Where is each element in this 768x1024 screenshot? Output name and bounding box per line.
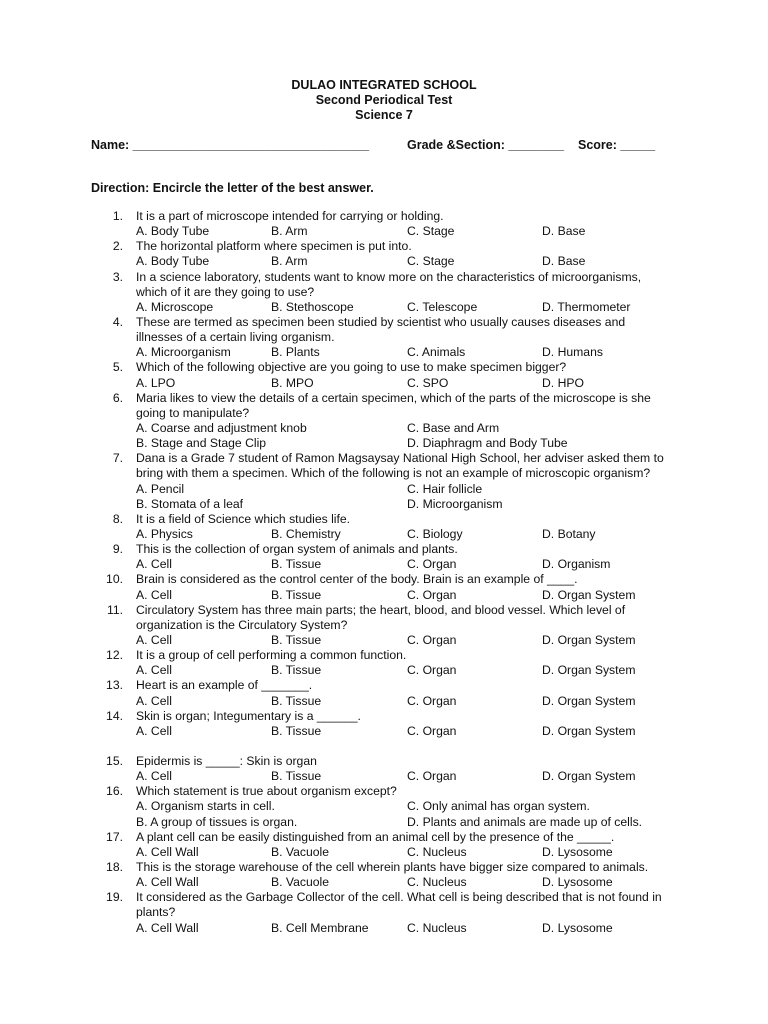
option-b[interactable]: B. Tissue [271,663,322,678]
question-line [0,315,768,330]
question-text: plants? [136,905,176,920]
question-number: 8. [112,511,123,526]
question-text: Brain is considered as the control center of the body. Brain is an example of ____. [136,572,578,587]
option-d[interactable]: D. Base [542,224,586,239]
option-row [0,254,768,269]
option-a[interactable]: A. LPO [136,375,176,390]
question-text: It considered as the Garbage Collector of the cell. What cell is being described that is not found in [136,890,662,905]
option-d[interactable]: D. Botany [542,526,596,541]
question-text: This is the collection of organ system of animals and plants. [136,542,458,557]
question-item [0,572,768,602]
option-a[interactable]: A. Pencil [136,481,185,496]
option-b[interactable]: B. Arm [271,224,308,239]
option-d[interactable]: D. Organ System [542,723,636,738]
question-number: 3. [112,269,123,284]
option-a[interactable]: A. Organism starts in cell. [136,799,275,814]
question-text: going to manipulate? [136,405,250,420]
option-c[interactable]: C. SPO [407,375,449,390]
question-line [0,678,768,693]
question-item [0,784,768,829]
question-line [0,754,768,769]
option-c[interactable]: C. Base and Arm [407,420,500,435]
option-c[interactable]: C. Telescope [407,299,478,314]
option-d[interactable]: D. Organ System [542,663,636,678]
option-row [0,633,768,648]
option-c[interactable]: C. Stage [407,224,455,239]
question-line [0,905,768,920]
option-b[interactable]: B. Tissue [271,693,322,708]
question-item [0,512,768,542]
option-a[interactable]: A. Cell [136,663,172,678]
question-item [0,648,768,678]
question-line [0,603,768,618]
option-a[interactable]: A. Microscope [136,299,214,314]
school-name: DULAO INTEGRATED SCHOOL [291,78,477,92]
option-c[interactable]: D. Diaphragm and Body Tube [407,436,568,451]
question-line [0,270,768,285]
option-d[interactable]: D. Organ System [542,769,636,784]
option-a[interactable]: A. Physics [136,526,193,541]
option-b[interactable]: B. Stethoscope [271,299,354,314]
question-number: 12. [106,648,123,663]
option-c[interactable]: D. Microorganism [407,496,503,511]
question-text: Which of the following objective are you going to use to make specimen bigger? [136,360,567,375]
option-row [0,588,768,603]
question-text: This is the storage warehouse of the cell wherein plants have bigger size compared to animals. [136,860,649,875]
option-a[interactable]: B. Stomata of a leaf [136,496,244,511]
question-number: 1. [112,209,123,223]
question-number: 10. [106,572,123,587]
option-a[interactable]: A. Cell [136,557,172,572]
option-row [0,300,768,315]
question-number: 9. [112,542,123,557]
option-c[interactable]: C. Organ [407,723,457,738]
option-c[interactable]: C. Only animal has organ system. [407,799,590,814]
option-c[interactable]: C. Organ [407,663,457,678]
option-a[interactable]: A. Cell [136,723,172,738]
option-b[interactable]: B. Cell Membrane [271,920,369,935]
option-row [0,497,768,512]
option-c[interactable]: C. Organ [407,769,457,784]
option-row [0,663,768,678]
option-row [0,436,768,451]
option-row [0,224,768,239]
option-row [0,421,768,436]
question-line [0,360,768,375]
option-row [0,724,768,739]
option-c[interactable]: C. Animals [407,345,466,360]
option-d[interactable]: D. Lysosome [542,844,613,859]
option-b[interactable]: B. Chemistry [271,526,341,541]
question-item [0,542,768,572]
question-text: It is a group of cell performing a common function. [136,648,407,663]
question-text: Epidermis is _____: Skin is organ [136,754,317,769]
option-b[interactable]: B. Arm [271,254,308,269]
question-item [0,270,768,315]
option-row [0,557,768,572]
option-a[interactable]: A. Cell [136,587,172,602]
option-d[interactable]: D. Organ System [542,632,636,647]
question-line [0,572,768,587]
name-field: Name: __________________________________ [91,138,370,152]
question-item [0,860,768,890]
option-c[interactable]: C. Nucleus [407,920,467,935]
option-a[interactable]: B. Stage and Stage Clip [136,436,267,451]
question-item [0,890,768,935]
option-b[interactable]: B. Vacuole [271,875,330,890]
option-d[interactable]: D. HPO [542,375,584,390]
question-item [0,315,768,360]
option-d[interactable]: D. Lysosome [542,875,613,890]
question-line [0,209,768,224]
option-b[interactable]: B. Vacuole [271,844,330,859]
option-row [0,921,768,936]
option-c[interactable]: C. Hair follicle [407,481,483,496]
option-a[interactable]: A. Cell [136,632,172,647]
option-a[interactable]: A. Body Tube [136,224,210,239]
question-line [0,618,768,633]
question-text: Skin is organ; Integumentary is a ______. [136,708,361,723]
question-item [0,209,768,239]
option-b[interactable]: B. Tissue [271,769,322,784]
question-text: bring with them a specimen. Which of the following is not an example of microscopic organism? [136,466,651,481]
option-d[interactable]: D. Base [542,254,586,269]
spacer [0,739,768,754]
option-a[interactable]: A. Cell Wall [136,844,199,859]
question-text: In a science laboratory, students want to know more on the characteristics of microorganisms, [136,269,642,284]
question-text: The horizontal platform where specimen is put into. [136,239,412,254]
option-c[interactable]: C. Nucleus [407,844,467,859]
option-c[interactable]: C. Stage [407,254,455,269]
option-a[interactable]: A. Cell Wall [136,875,199,890]
question-number: 6. [112,390,123,405]
question-line [0,285,768,300]
option-a[interactable]: A. Cell Wall [136,920,199,935]
option-d[interactable]: D. Humans [542,345,603,360]
option-row [0,845,768,860]
question-line [0,451,768,466]
question-line [0,391,768,406]
option-row [0,345,768,360]
question-line [0,239,768,254]
question-line [0,512,768,527]
question-number: 17. [106,829,123,844]
question-line [0,709,768,724]
question-item [0,360,768,390]
question-number: 16. [106,784,123,799]
question-line [0,406,768,421]
question-number: 13. [106,678,123,693]
question-text: It is a field of Science which studies life. [136,511,351,526]
question-number: 18. [106,860,123,875]
question-line [0,466,768,481]
option-row [0,799,768,814]
option-c[interactable]: C. Biology [407,526,463,541]
question-item [0,709,768,739]
option-c[interactable]: D. Plants and animals are made up of cells. [407,814,643,829]
score-field: Score: _____ [578,138,656,152]
option-d[interactable]: D. Organ System [542,587,636,602]
question-text: It is a part of microscope intended for carrying or holding. [136,209,444,223]
option-c[interactable]: C. Organ [407,587,457,602]
option-row [0,694,768,709]
option-a[interactable]: B. A group of tissues is organ. [136,814,298,829]
question-number: 14. [106,708,123,723]
option-a[interactable]: A. Body Tube [136,254,210,269]
question-item [0,678,768,708]
option-c[interactable]: C. Nucleus [407,875,467,890]
option-d[interactable]: D. Thermometer [542,299,631,314]
question-list [0,209,768,936]
question-number: 2. [112,239,123,254]
test-title: Second Periodical Test [315,93,453,107]
option-c[interactable]: C. Organ [407,632,457,647]
option-b[interactable]: B. Tissue [271,587,322,602]
question-item [0,603,768,648]
question-item [0,239,768,269]
question-line [0,648,768,663]
subject-title: Science 7 [355,108,413,122]
option-row [0,482,768,497]
question-text: Which statement is true about organism except? [136,784,397,799]
question-line [0,860,768,875]
option-a[interactable]: A. Cell [136,769,172,784]
question-text: illnesses of a certain living organism. [136,330,335,345]
option-d[interactable]: D. Organism [542,557,611,572]
question-text: Maria likes to view the details of a certain specimen, which of the parts of the microscope is she [136,390,651,405]
grade-section-field: Grade &Section: ________ [407,138,565,152]
option-a[interactable]: A. Microorganism [136,345,231,360]
question-number: 4. [112,314,123,329]
question-text: Dana is a Grade 7 student of Ramon Magsaysay National High School, her adviser asked them to [136,451,664,466]
option-b[interactable]: B. Tissue [271,632,322,647]
question-text: Heart is an example of _______. [136,678,313,693]
option-row [0,875,768,890]
option-d[interactable]: D. Lysosome [542,920,613,935]
option-b[interactable]: B. Tissue [271,723,322,738]
option-d[interactable]: D. Organ System [542,693,636,708]
question-text: These are termed as specimen been studied by scientist who usually causes diseases and [136,314,626,329]
question-number: 5. [112,360,123,375]
question-item [0,830,768,860]
question-text: organization is the Circulatory System? [136,617,348,632]
question-text: Circulatory System has three main parts; the heart, blood, and blood vessel. Which level of [136,602,626,617]
option-c[interactable]: C. Organ [407,557,457,572]
question-number: 19. [106,890,123,905]
question-text: which of it are they going to use? [136,284,315,299]
question-item [0,451,768,512]
direction-text: Direction: Encircle the letter of the best answer. [91,181,374,195]
question-line [0,542,768,557]
option-c[interactable]: C. Organ [407,693,457,708]
option-row [0,376,768,391]
option-b[interactable]: B. Tissue [271,557,322,572]
option-b[interactable]: B. MPO [271,375,314,390]
question-number: 15. [106,754,123,769]
option-a[interactable]: A. Coarse and adjustment knob [136,420,307,435]
option-b[interactable]: B. Plants [271,345,320,360]
question-number: 7. [112,451,123,466]
option-row [0,815,768,830]
option-row [0,527,768,542]
question-line [0,890,768,905]
option-a[interactable]: A. Cell [136,693,172,708]
question-item [0,754,768,784]
question-number: 11. [106,602,123,617]
option-row [0,769,768,784]
question-item [0,391,768,452]
question-text: A plant cell can be easily distinguished from an animal cell by the presence of the _____. [136,829,615,844]
question-line [0,784,768,799]
question-line [0,830,768,845]
question-line [0,330,768,345]
